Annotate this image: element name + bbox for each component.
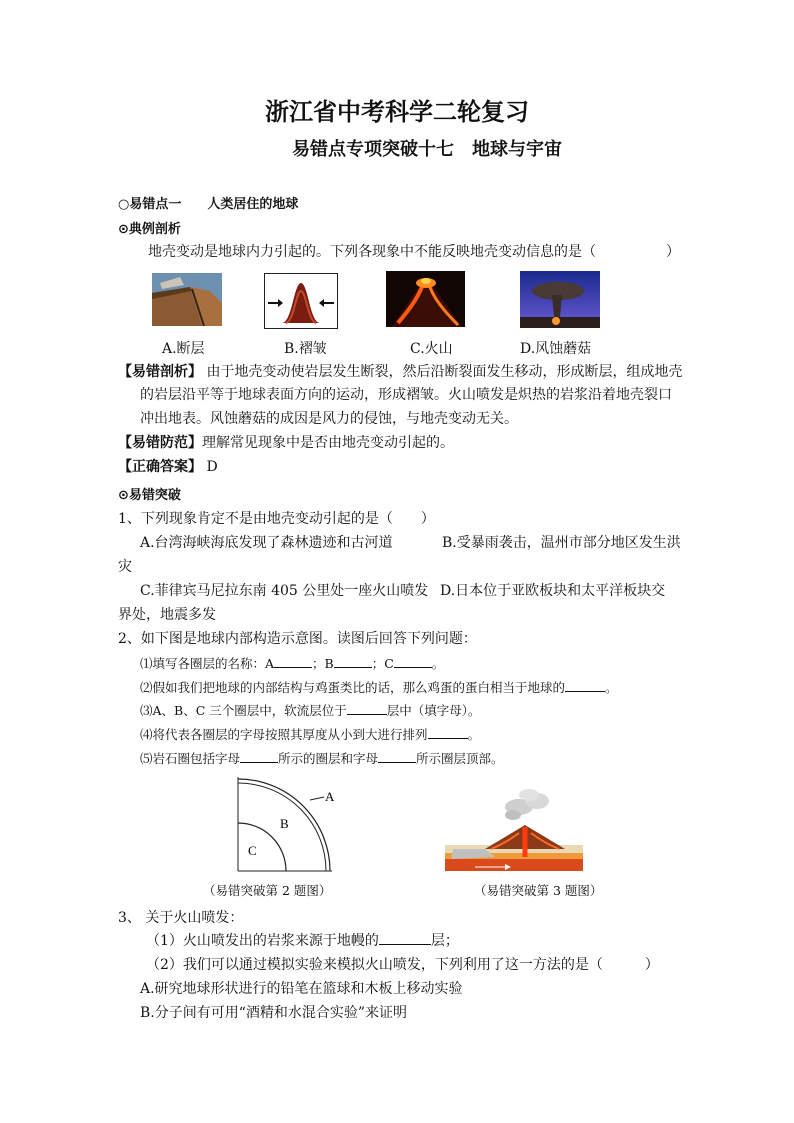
breakthrough-heading: ⊙易错突破 [118,488,181,503]
q2-sub2-text: ⑵假如我们把地球的内部结构与鸡蛋类比的话，那么鸡蛋的蛋白相当于地球的 [140,680,566,695]
blank-c[interactable] [394,653,432,668]
volcano-image [386,271,465,327]
option-a: A.断层 [162,341,205,357]
analysis-label: 【易错剖析】 [118,364,202,380]
blank-a[interactable] [274,653,312,668]
q3-sub1 [146,930,459,950]
q2-sub4 [140,724,480,743]
page-title: 浙江省中考科学二轮复习 [265,98,529,126]
q2-sub1-end: 。 [431,656,445,671]
analysis-text-3: 冲出地表。风蚀蘑菇的成因是风力的侵蚀，与地壳变动无关。 [140,411,518,427]
caption-right: （易错突破第 3 题图） [474,883,603,898]
section-heading: ○易错点一 人类居住的地球 [118,197,299,212]
q3-stem: 3、 关于火山喷发： [118,910,244,926]
fault-image [152,273,222,326]
q1-option-d-cont: 界处，地震多发 [118,607,216,623]
blank-egg[interactable] [565,677,605,692]
q3-option-b: B.分子间有可用“酒精和水混合实验”来证明 [140,1005,408,1021]
answer-line [118,456,218,478]
q1-option-b: B.受暴雨袭击，温州市部分地区发生洪 [442,535,681,551]
q2-sub3 [140,700,481,719]
prevent-text: 理解常见现象中是否由地壳变动引起的。 [202,435,454,451]
q1-stem: 1、下列现象肯定不是由地壳变动引起的是（ ） [118,511,435,527]
label-b: B [280,816,289,831]
q2-stem: 2、如下图是地球内部构造示意图。读图后回答下列问题： [118,631,477,647]
blank-order[interactable] [428,724,468,739]
blank-lithosphere-2[interactable] [378,748,416,763]
q2-sub3-end: 层中（填字母）。 [386,703,481,718]
label-c: C [248,843,257,858]
option-b: B.褶皱 [284,341,327,357]
blank-lithosphere-1[interactable] [240,748,278,763]
option-d: D.风蚀蘑菇 [520,341,592,357]
q1-option-a: A.台湾海峡海底发现了森林遗迹和古河道 [140,535,393,551]
q1-option-d: D.日本位于亚欧板块和太平洋板块交 [440,583,666,599]
label-a: A [325,789,335,804]
q2-sub4-end: 。 [467,727,481,742]
volcano-diagram [445,787,583,871]
q2-sub5-a: ⑸岩石圈包括字母 [140,751,241,766]
q2-sub4-text: ⑷将代表各圈层的字母按照其厚度从小到大进行排列 [140,727,428,742]
q2-sub1-a: ⑴填写各圈层的名称：A [140,656,275,671]
analysis-line-1 [118,361,682,383]
blank-b[interactable] [334,653,372,668]
q2-sub2-end: 。 [605,680,618,695]
q2-sub5-b: 所示的圈层和字母 [278,751,379,766]
q3-option-a: A.研究地球形状进行的铅笔在篮球和木板上移动实验 [140,981,463,997]
analysis-text-1: 由于地壳变动使岩层发生断裂，然后沿断裂面发生移动，形成断层，组成地壳 [206,364,683,380]
q2-sub1-c: ；C [371,656,394,671]
q3-sub1-text: （1）火山喷发出的岩浆来源于地幔的 [146,933,379,949]
q2-sub1 [140,653,444,672]
prevent-line [118,432,454,454]
answer-label: 【正确答案】 [118,459,202,475]
q2-sub3-text: ⑶A、B、C 三个圈层中，软流层位于 [140,703,347,718]
option-c: C.火山 [410,341,453,357]
earth-interior-diagram [228,775,348,875]
q1-option-c: C.菲律宾马尼拉东南 405 公里处一座火山喷发 [140,583,429,599]
answer-text: D [206,459,218,475]
q3-sub2: （2）我们可以通过模拟实验来模拟火山喷发，下列利用了这一方法的是（ ） [146,957,659,973]
q2-sub5 [140,748,504,767]
caption-left: （易错突破第 2 题图） [203,883,332,898]
q2-sub2 [140,677,618,696]
q2-sub5-c: 所示圈层顶部。 [416,751,504,766]
page-subtitle: 易错点专项突破十七 地球与宇宙 [292,139,562,160]
example-question: 地壳变动是地球内力引起的。下列各现象中不能反映地壳变动信息的是（ ） [148,244,680,260]
q3-sub1-end: 层； [430,933,459,949]
q1-option-b-cont: 灾 [118,559,132,575]
blank-mantle[interactable] [379,930,431,945]
fold-image [264,273,338,329]
analysis-text-2: 的岩层沿平等于地球表面方向的运动，形成褶皱。火山喷发是炽热的岩浆沿着地壳裂口 [140,387,672,403]
prevent-label: 【易错防范】 [118,435,202,451]
q2-sub1-b: ；B [312,656,334,671]
blank-asthenosphere[interactable] [347,700,387,715]
mushroom-rock-image [520,271,600,328]
example-heading: ⊙典例剖析 [118,222,181,237]
